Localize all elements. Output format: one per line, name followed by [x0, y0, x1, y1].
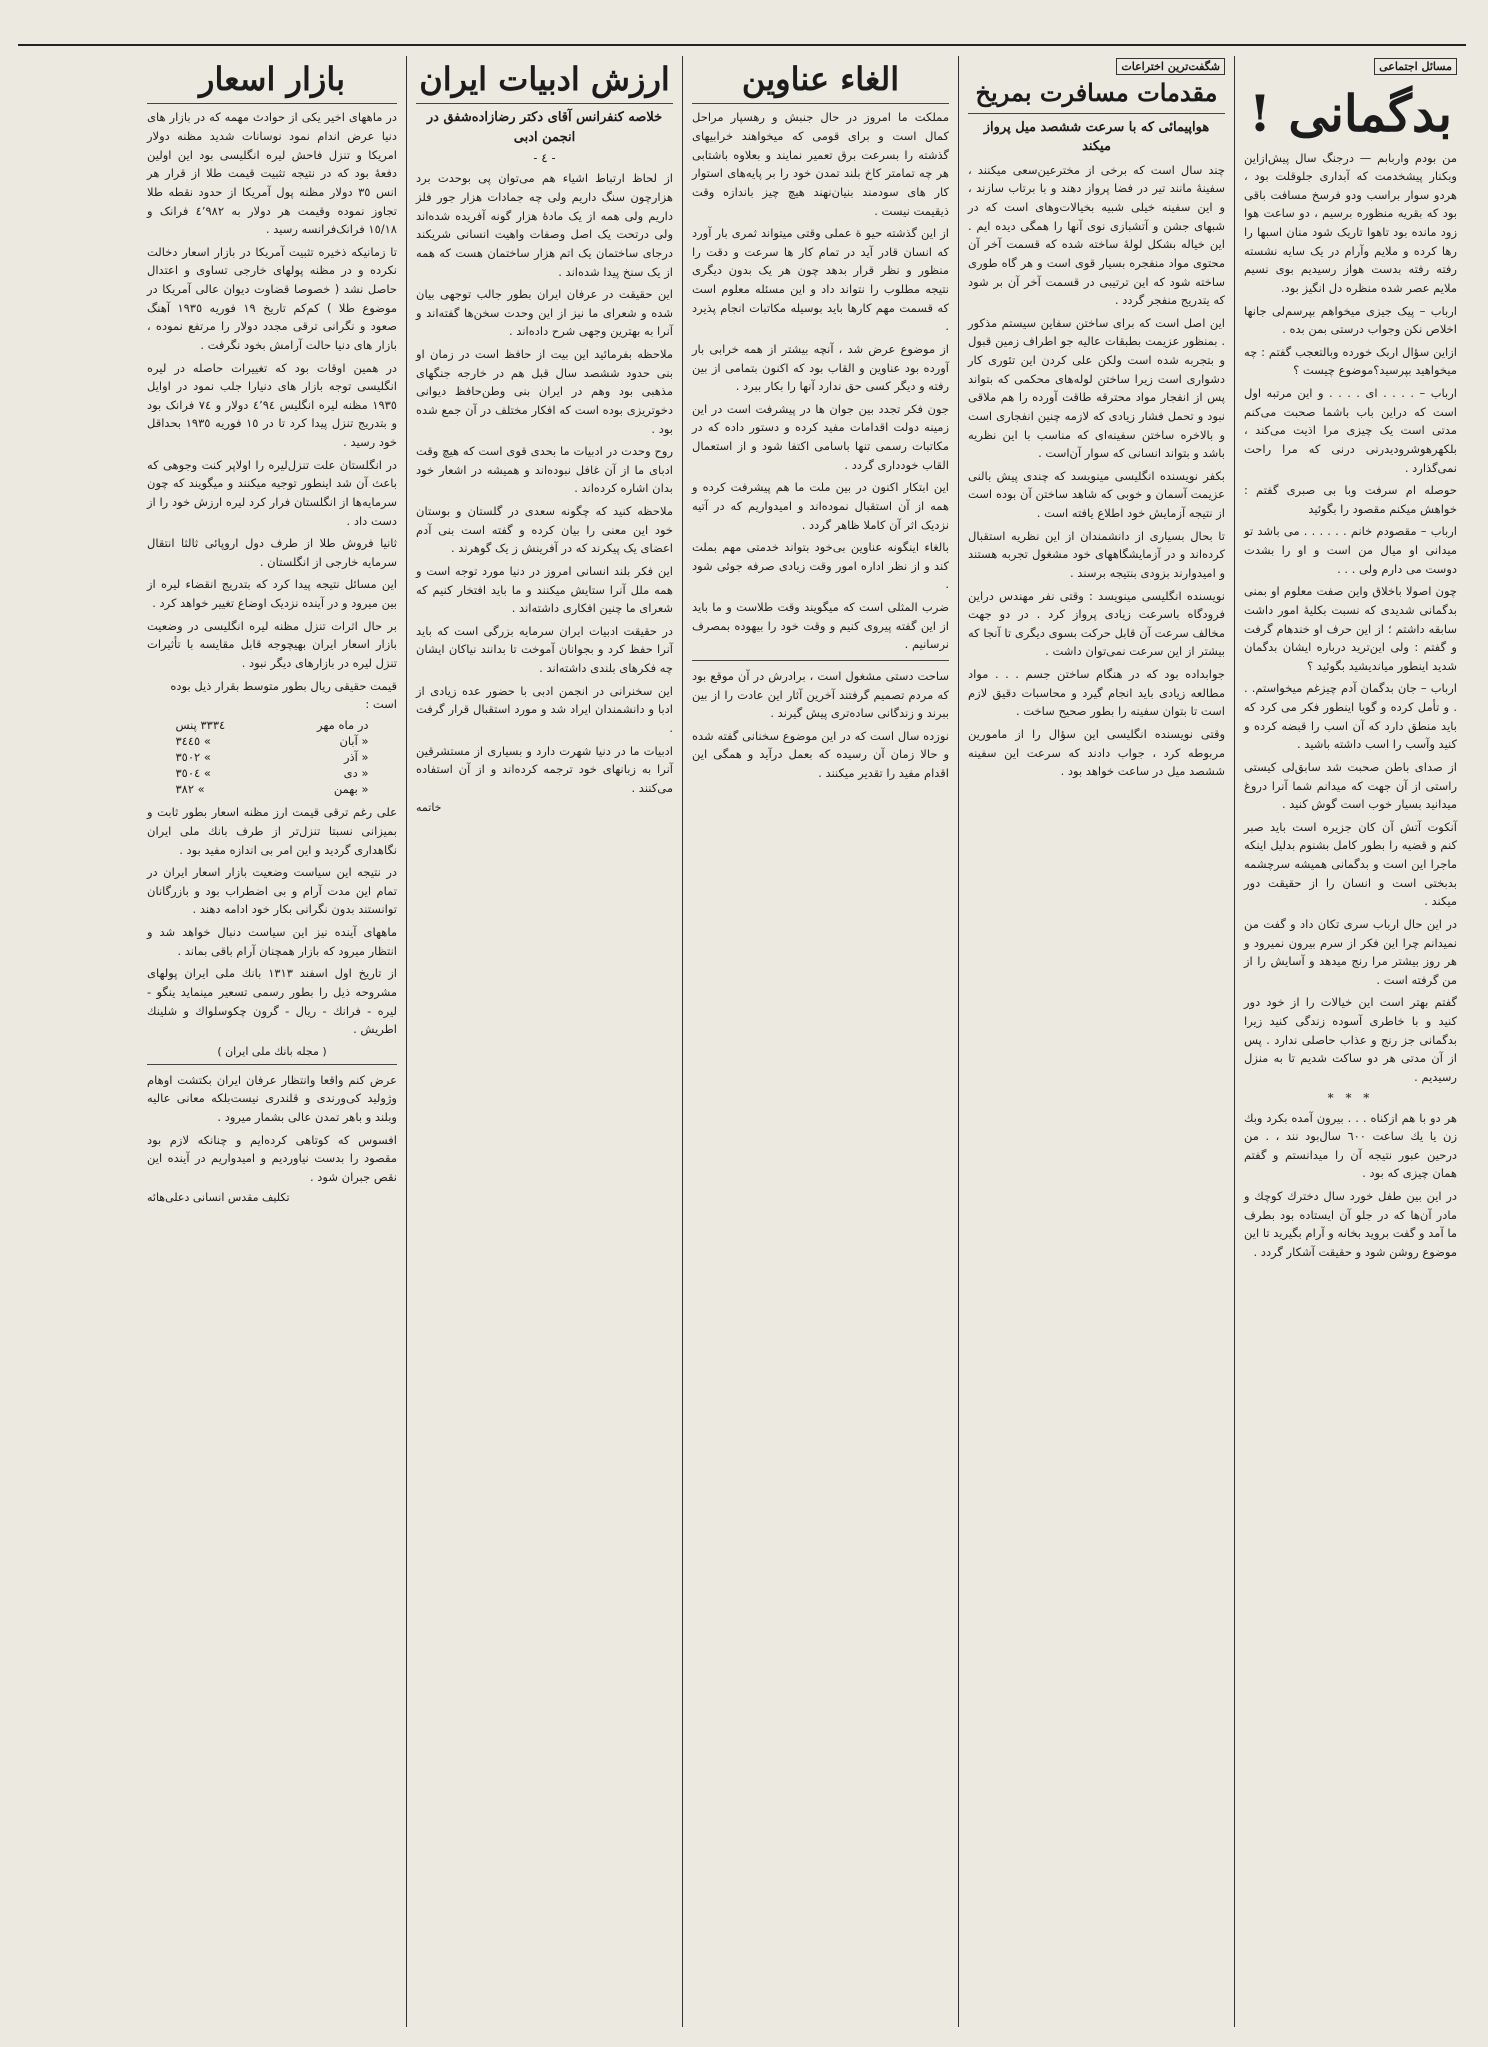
body-paragraph: این اصل است که برای ساختن سفاین سیستم مذکور . بمنظور عزیمت بطبقات عالیه جو اطراف زمین قبول و بتجربه شده است ولکن علی کردن این تئوری کار دشواری است زیرا ساختن لوله‌های محکمی که بتواند پس از انفجار مواد محترقه طاقت آورده را هم ملاقی نبود و تحمل فشار زیادی که لازمه چنین انفجاری است و بالاخره ساختن سفینه‌ای که مناسب با این نظریه باشد و بتواند انسانی که سوار آن‌است .	[968, 315, 1225, 461]
body-paragraph: از لحاظ ارتباط اشیاء هم می‌توان پی بوحدت برد هزارچون سنگ داریم ولی چه جمادات هزار جور فلز داریم ولی همه از یک مادهٔ هزار گونه آفریده شده‌اند ولی درتحت یک اصل وصفات واهیت انسانی شریکند درجای ساختمان یک اتم هزار ساختمان هست که همه از یک سنخ پیدا شده‌اند .	[416, 171, 673, 279]
body-paragraph: از این گذشته حیو ة عملی وقتی میتواند ثمری بار آورد که انسان قادر آید در تمام کار ها سرعت و دقت را منظور و نظر قرار بدهد چون هر یک بدون دیگری نتیجه مطلوب را نتواند داد و این مسئله معلوم است که قسمت مهم کارها باید بوسیله مکاتبات انجام پذیرد .	[692, 226, 949, 334]
body-paragraph: در حقیقت ادبیات ایران سرمایه بزرگی است که باید آنرا حفظ کرد و بجوانان آموخت تا بدانند نیاکان ایشان چه فکرهای بلندی داشته‌اند .	[416, 623, 673, 676]
body-paragraph: ارباب – . . . . ای . . . . و این مرتبه اول است که دراین باب باشما صحبت می‌کنم مدتی است یک چیزی مرا اذیت می‌کند ، بلکهرهوشرودیدرنی درنی که مرا راحت نمی‌گذارد .	[1244, 386, 1457, 475]
rates-caption: قیمت حقیقی ریال بطور متوسط بقرار ذیل بوده است :	[170, 678, 397, 711]
section-kicker: شگفت‌ترین اختراعات	[1116, 58, 1225, 75]
rate-value: ٣٤٤٥ «	[175, 734, 211, 749]
body-paragraph: در این حال ارباب سری تکان داد و گفت من نمیدانم چرا این فکر از سرم بیرون نمیرود و هر روز بیشتر مرا رنج میدهد و آسایش را از من گرفته است .	[1244, 916, 1457, 987]
body-paragraph: از موضوع عرض شد ، آنچه بیشتر از همه خرابی بار آورده بود عناوین و القاب بود که اکنون بتمامی از بین رفته و دیگر کسی حق ندارد آنها را بکار ببرد .	[692, 341, 949, 394]
body-paragraph: جون فکر تجدد بین جوان ها در پیشرفت است در این زمینه دولت اقدامات مفید کرده و دستور داده که در مکاتبات رسمی تنها باسامی اکتفا شود و از استعمال القاب خودداری گردد .	[692, 401, 949, 472]
body-paragraph: تا بحال بسیاری از دانشمندان از این نظریه استقبال کرده‌اند و در آزمایشگاههای خود مشغول تجربه هستند و امیدوارند بزودی بنتیجه برسند .	[968, 528, 1225, 580]
body-paragraph: تا زمانیکه ذخیره تثبیت آمریکا در بازار اسعار دخالت نکرده و در مظنه پولهای خارجی تساوی و اعتدال حاصل نشد ( خصوصا قضاوت دیوان عالی آمریکا در موضوع طلا ) کم‌کم تاریخ ١٩ فوریه ١٩٣٥ آهنگ صعود و نگرانی ترقی مجدد دولار را مرتفع نموده ، بازار های دنیا حالت آرامش بخود نگرفت .	[147, 244, 398, 352]
body-paragraph: بالغاء اینگونه عناوین بی‌خود بتواند خدمتی مهم بملت کند و از نظر اداره امور وقت زیادی صرفه جوئی شود .	[692, 540, 949, 592]
article-signoff: تکلیف مقدس انسانی دعلی‌هائه	[147, 1190, 290, 1204]
body-paragraph: این مسائل نتیجه پیدا کرد که بتدریج انقضاء لیره از بین میرود و در آینده نزدیک اوضاع تغییر خواهد کرد .	[147, 577, 397, 611]
body-paragraph: جوابداده بود که در هنگام ساختن جسم . . . مواد مطالعه زیادی باید انجام گیرد و محاسبات دقیق لازم است تا بتوان سفینه را بطور صحیح ساخت .	[968, 667, 1225, 719]
part-number: - ٤ -	[533, 151, 556, 166]
body-paragraph: ارباب – پیک جیزی میخواهم بپرسم‌لی جانها اخلاص نکن وجواب درستی بمن بده .	[1244, 303, 1457, 337]
body-paragraph: حوصله ام سرفت وبا بی صبری گفتم : خواهش میکنم مقصود را بگوئید	[1244, 483, 1457, 516]
body-paragraph: من بودم واربابم — درجنگ سال پیش‌ازاین وبکنار پیشخدمت که آبداری جلوقلت بود ، هردو سوار براسب ودو فرسخ مسافت باقی بود که بقریه منظوره برسیم ، دو ساعت هوا زود مانده بود تاهوا تاریک شود منان اسبها را رها کرده و ملایم وآرام در یک سایه نشسته رفته رفته بدست هواز رسیدیم بوی نسیم ملایم عصر شده منظره دل انگیز بود.	[1244, 150, 1457, 295]
body-paragraph: ادبیات ما در دنیا شهرت دارد و بسیاری از مستشرقین آنرا به زبانهای خود ترجمه کرده‌اند و از آن استفاده می‌کنند .	[416, 743, 673, 795]
body-paragraph: ازاین سؤال اربک خورده وبالتعجب گفتم : چه میخواهید بپرسید؟موضوع چیست ؟	[1244, 344, 1457, 378]
article-headline: بدگمانی !	[1248, 84, 1453, 143]
article-headline: ارزش ادبیات ایران	[416, 60, 673, 104]
body-paragraph: در انگلستان علت تنزل‌لیره را اولاپر کنت وجوهی که باعث آن شد اینطور توجیه میکنند و میگویند که چون سرمایه‌ها از انگلستان فرار کرد لیره ارزش خود را از دست داد .	[147, 457, 397, 528]
body-paragraph: عرض کنم واقعا وانتظار عرفان ایران بکتشت اوهام وژولید کی‌ورندی و قلندری نیست‌بلکه معانی عالیه وبلند و باهر تمدن عالی بشمار میرود .	[147, 1072, 397, 1125]
body-paragraph: این ابتکار اکنون در بین ملت ما هم پیشرفت کرده و همه از آن استقبال نموده‌اند و امیدواریم که در آتیه نزدیک اثر آن کاملا ظاهر گردد .	[692, 480, 949, 532]
body-paragraph: ملاحظه بفرمائید این بیت از حافظ است در زمان او بنی حدود ششصد سال قبل هم در خارجه جنگهای مذهبی بود وهم در ایران بنی وطن‌حافظ دیوانی دخوتریزی بوده است که افکار مختلف در آن جمع شده بود .	[416, 347, 673, 436]
body-paragraph: بر حال اثرات تنزل مظنه لیره انگلیسی در وضعیت بازار اسعار ایران بهیچوجه قابل مقایسه با تأثیرات تنزل لیره در بازارهای دیگر نبود .	[147, 618, 397, 670]
rate-month: در ماه مهر	[317, 718, 369, 733]
column-titles	[682, 56, 958, 2027]
body-paragraph: نویسنده انگلیسی مینویسد : وقتی نفر مهندس دراین فرودگاه باسرعت زیادی پرواز کرد . در دو جهت مخالف سرعت آن قابل حرکت بسوی دیگری تا آنجا که بیشتر از این سرعت نمی‌توان داشت .	[968, 588, 1225, 659]
columns	[18, 56, 1466, 2027]
body-paragraph: بکفر نویسنده انگلیسی مینویسد که چندی پیش بالنی عزیمت آسمان و خوبی که شاهد ساختن آن بوده است از نتیجه آزمایش خود اطلاع یافته است .	[968, 468, 1225, 521]
body-paragraph: ارباب – جان بدگمان آدم چیزغم میخواستم. . . و تأمل کرده و گویا اینطور فکر می کرد که باید منطق دارد که آن اسب را قبضه کرده و کنید وآسب را اسب داشته باشید .	[1244, 681, 1457, 752]
body-paragraph: ارباب – مقصودم خانم . . . . . . می باشد تو میدانی او میال من است و او را بشدت دوست می دارم ولی . . .	[1244, 524, 1457, 576]
body-paragraph: در ماههای اخیر یکی از حوادث مهمه که در بازار های دنیا عرض اندام نمود نوسانات شدید مظنه دولار امریکا و تنزل فاحش لیره انگلیسی بود این اولین دفعهٔ بود که در نتیجه تثبیت قیمت طلا از قرار هر انس ٣٥ دولار مظنه پول آمریکا از حدود نقطه طلا تجاوز نموده وقیمت هر دولار به ٤٬٩٨٢ فرانک و ١٥/١٨ فرانک‌فرانسه رسید .	[147, 110, 397, 237]
body-paragraph: چند سال است که برخی از مخترعین‌سعی میکنند ، سفینهٔ مانند تیر در فضا پرواز دهند و با برتاب سازند ، و این سفینه خیلی شبیه بخیالات‌وهای است که در شبهای جشن و آتشبازی نوی آنها را همگی دیده ایم . این خیاله بشکل لولهٔ ساخته شده که قسمت آخر آن محتوی مواد منفجره بسیار قوی است و هر گاه طوری ساخته شود که این ترتیبی در قسمت آخر آن بر شود که یتدریج منفجر گردد .	[968, 162, 1225, 308]
body-paragraph: ملاحظه کنید که چگونه سعدی در گلستان و بوستان خود این معنی را بیان کرده و گفته است بنی آدم اعضای یک پیکرند که در آفرینش ز یک گوهرند .	[416, 504, 673, 556]
body-paragraph: افسوس که کوتاهی کرده‌ایم و چنانکه لازم بود مقصود را بدست نیاوردیم و امیدواریم در آینده این نقص جبران شود .	[147, 1132, 397, 1184]
article-headline: بازار اسعار	[147, 60, 397, 104]
body-paragraph: این فکر بلند انسانی امروز در دنیا مورد توجه است و همه ملل آنرا ستایش میکنند و ما باید افتخار کنیم که شعرای ما چنین افکاری داشته‌اند .	[416, 563, 673, 616]
rate-month: « آذر	[343, 750, 369, 765]
body-paragraph: از صدای باطن صحبت شد سابق‌لی کیستی راستی از آن جهت که میدانم شما آنرا دروغ میدانید بسیار خوب است گوش کنید .	[1244, 759, 1457, 812]
column-literature	[406, 56, 682, 2027]
column-social	[1234, 56, 1466, 2027]
body-paragraph: علی رغم ترقی قیمت ارز مظنه اسعار بطور ثابت و بمیزانی نسبتا تنزل‌تر از طرف بانك ملی ایران نگاهداری گردید و این امر بی اندازه مفید بود .	[147, 805, 397, 857]
body-paragraph: گفتم بهتر است این خیالات را از خود دور کنید و با خاطری آسوده زندگی کنید زیرا بدگمانی جز رنج و عذاب حاصلی ندارد . پس از آن مدتی هر دو ساکت شدیم تا به منزل رسیدیم .	[1244, 995, 1457, 1084]
table-row	[170, 781, 375, 797]
article-headline: مقدمات مسافرت بمریخ	[968, 79, 1225, 114]
article-headline: الغاء عناوین	[692, 60, 949, 104]
top-rule	[18, 44, 1466, 46]
body-paragraph: چون اصولا باخلاق واین صفت معلوم او بمنی بدگمانی شدیدی که نسبت بکلیهٔ امور داشت سابقه داشتم ؛ از این حرف او خندهام گرفت و گفتم : ولی این‌ترید درباره ایشان بدگمان شدید اینطور میاندیشید بگوئید ؟	[1244, 584, 1457, 673]
table-row	[170, 717, 375, 733]
rates-table	[170, 717, 375, 797]
section-break-stars: * * *	[1327, 1090, 1374, 1105]
body-paragraph: در این بین طفل خورد سال دخترك کوچك و مادر آن‌ها که در جلو آن ایستاده بود بطرف ما آمد و گفت بروید بخانه و آرام بگیرید تا این موضوع روشن شود و حقیقت آشکار گردد .	[1244, 1189, 1457, 1259]
body-paragraph: مملکت ما امروز در حال جنبش و رهسپار مراحل کمال است و برای قومی که میخواهند خرابیهای گذشته را بسرعت برق تعمیر نمایند و بعلاوه باشتابی هر چه تمامتر کاخ بلند تمدن خود را بر پایه‌های استوار کار های سودمند بنیان‌نهند هیچ چیز باندازه وقت ذیقیمت نیست .	[692, 110, 949, 218]
body-paragraph: هر دو با هم ازکناه . . . بیرون آمده بکرد وبك زن یا یك ساعت ٦٠٠ سال‌بود نند ، . من درحین عبور نتیجه آن را میدانستم و گفتم همان چیزی که بود .	[1244, 1110, 1458, 1181]
table-row	[170, 733, 375, 749]
article-divider	[692, 660, 949, 661]
rate-month: « دی	[343, 766, 369, 781]
article-source: ( مجله بانك ملی ایران )	[217, 1044, 327, 1058]
body-paragraph: وقتی نویسنده انگلیسی این سؤال را از مامورین مربوطه کرد ، جواب دادند که سرعت این سفینه ششصد میل در ساعت خواهد بود .	[968, 726, 1225, 779]
body-paragraph: در نتیجه این سیاست وضعیت بازار اسعار ایران در تمام این مدت آرام و بی اضطراب بود و بازرگانان توانستند بدون نگرانی بکار خود ادامه دهند .	[147, 865, 397, 917]
body-paragraph: ضرب المثلی است که میگویند وقت طلاست و ما باید از این گفته پیروی کنیم و وقت خود را بیهوده بمصرف نرسانیم .	[692, 600, 949, 652]
rate-value: ٣٣٣٤ پنس	[175, 718, 226, 733]
body-paragraph: نوزده سال است که در این موضوع سخنانی گفته شده و حالا زمان آن رسیده که بعمل درآید و همگی این اقدام مفید را تقدیر میکنند .	[692, 728, 949, 781]
article-divider	[147, 1064, 397, 1065]
article-deck: خلاصه کنفرانس آقای دکتر رضازاده‌شفق در انجمن ادبی	[426, 110, 663, 145]
body-paragraph: این حقیقت در عرفان ایران بطور جالب توجهی بیان شده و شعرای ما نیز از این وحدت سخن‌ها گفته‌اند و آنرا به بهترین وجهی شرح داده‌اند .	[416, 287, 673, 339]
body-paragraph: در همین اوقات بود که تغییرات حاصله در لیره انگلیسی توجه بازار های دنیارا جلب نمود در اوایل ١٩٣٥ مظنه لیره انگلیس ٤٬٩٤ دولار و ٧٤ فرانک بود و بتدریج تنزل پیدا کرد تا در ١٥ فوریه ١٩٣٥ بحداقل خود رسید .	[147, 360, 398, 450]
table-row	[170, 749, 375, 765]
body-paragraph: از تاریخ اول اسفند ١٣١٣ بانك ملی ایران پولهای مشروحه ذیل را بطور رسمی تسعیر مینماید ینگو - لیره - فرانك - ریال - گرون چکوسلواك و شلینك اطریش .	[147, 966, 397, 1037]
rate-month: « آبان	[339, 734, 369, 749]
section-kicker: مسائل اجتماعی	[1374, 58, 1457, 75]
article-deck: هواپیمائی که با سرعت ششصد میل پرواز میکند	[983, 119, 1210, 155]
body-paragraph: ثانیا فروش طلا از طرف دول اروپائی ثالثا انتقال سرمایه خارجی از انگلستان .	[147, 536, 397, 569]
body-paragraph: ساحت دستی مشغول است ، برادرش در آن موقع بود که مردم تصمیم گرفتند آخرین آثار این عادت را از بین ببرند و زندگانی ساده‌تری پیش گیرند .	[692, 668, 949, 721]
body-paragraph: روح وحدت در ادبیات ما بحدی قوی است که هیچ وقت ادبای ما از آن غافل نبوده‌اند و همیشه در اشعار خود بدان اشاره کرده‌اند .	[416, 444, 673, 496]
rate-value: ٣٨٢ «	[175, 782, 205, 797]
kicker-row	[968, 58, 1225, 75]
column-invention	[958, 56, 1234, 2027]
rate-month: « بهمن	[333, 782, 369, 797]
rate-value: ٣٥٠٤ «	[175, 766, 211, 781]
body-paragraph: آنکوت آتش آن کان جزیره است باید صبر کنم و قضیه را بطور کامل بشنوم بدلیل اینکه ماجرا این است و بدگمانی همیشه سرچشمه بدبختی است و انسان را از حقیقت دور میکند .	[1244, 819, 1457, 909]
kicker-row	[1244, 58, 1457, 75]
article-signoff: خاتمه	[416, 801, 442, 815]
table-row	[170, 765, 375, 781]
body-paragraph: ماههای آینده نیز این سیاست دنبال خواهد شد و انتظار میرود که بازار همچنان آرام باقی بماند .	[147, 925, 397, 958]
column-market	[138, 56, 406, 2027]
body-paragraph: این سخنرانی در انجمن ادبی با حضور عده زیادی از ادبا و دانشمندان ایراد شد و مورد استقبال قرار گرفت .	[416, 683, 673, 735]
rate-value: ٣٥٠٢ «	[175, 750, 211, 765]
